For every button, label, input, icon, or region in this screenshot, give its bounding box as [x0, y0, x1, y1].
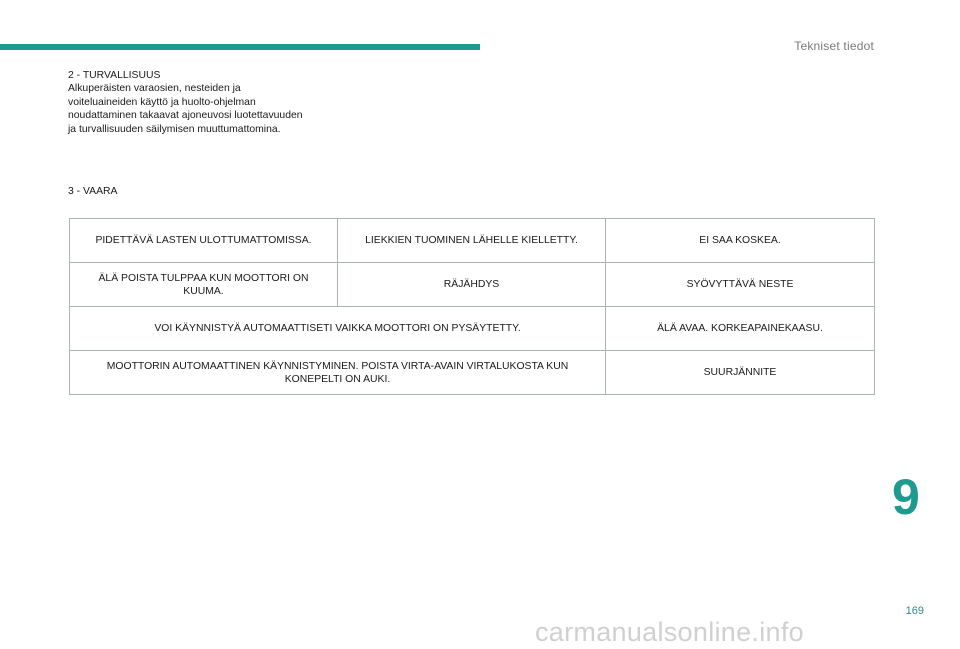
table-cell: MOOTTORIN AUTOMAATTINEN KÄYNNISTYMINEN. POISTA VIRTA-AVAIN VIRTALUKOSTA KUN KONEPELTI ON AUKI.: [70, 351, 606, 395]
safety-line: voiteluaineiden käyttö ja huolto-ohjelman: [68, 96, 256, 108]
safety-line: Alkuperäisten varaosien, nesteiden ja: [68, 83, 241, 95]
table-cell: RÄJÄHDYS: [338, 263, 606, 307]
danger-title: 3 - VAARA: [68, 186, 118, 197]
warnings-table: [69, 218, 875, 395]
page-number: 169: [905, 605, 924, 617]
table-cell: EI SAA KOSKEA.: [606, 219, 875, 263]
safety-title: 2 - TURVALLISUUS: [68, 70, 161, 81]
table-cell: VOI KÄYNNISTYÄ AUTOMAATTISETI VAIKKA MOOTTORI ON PYSÄYTETTY.: [70, 307, 606, 351]
table-cell: LIEKKIEN TUOMINEN LÄHELLE KIELLETTY.: [338, 219, 606, 263]
safety-line: ja turvallisuuden säilymisen muuttumattomina.: [68, 123, 281, 135]
table-cell: SYÖVYTTÄVÄ NESTE: [606, 263, 875, 307]
table-row: [70, 307, 875, 351]
table-cell: SUURJÄNNITE: [606, 351, 875, 395]
section-title: Tekniset tiedot: [794, 39, 874, 53]
safety-section: [68, 69, 358, 136]
safety-line: noudattaminen takaavat ajoneuvosi luotettavuuden: [68, 110, 303, 122]
table-cell: ÄLÄ POISTA TULPPAA KUN MOOTTORI ON KUUMA.: [70, 263, 338, 307]
table-row: [70, 219, 875, 263]
table-cell: PIDETTÄVÄ LASTEN ULOTTUMATTOMISSA.: [70, 219, 338, 263]
table-cell: ÄLÄ AVAA. KORKEAPAINEKAASU.: [606, 307, 875, 351]
table-row: [70, 351, 875, 395]
chapter-number: 9: [892, 469, 920, 525]
table-row: [70, 263, 875, 307]
section-accent-bar: [0, 44, 480, 50]
watermark: carmanualsonline.info: [535, 617, 804, 647]
